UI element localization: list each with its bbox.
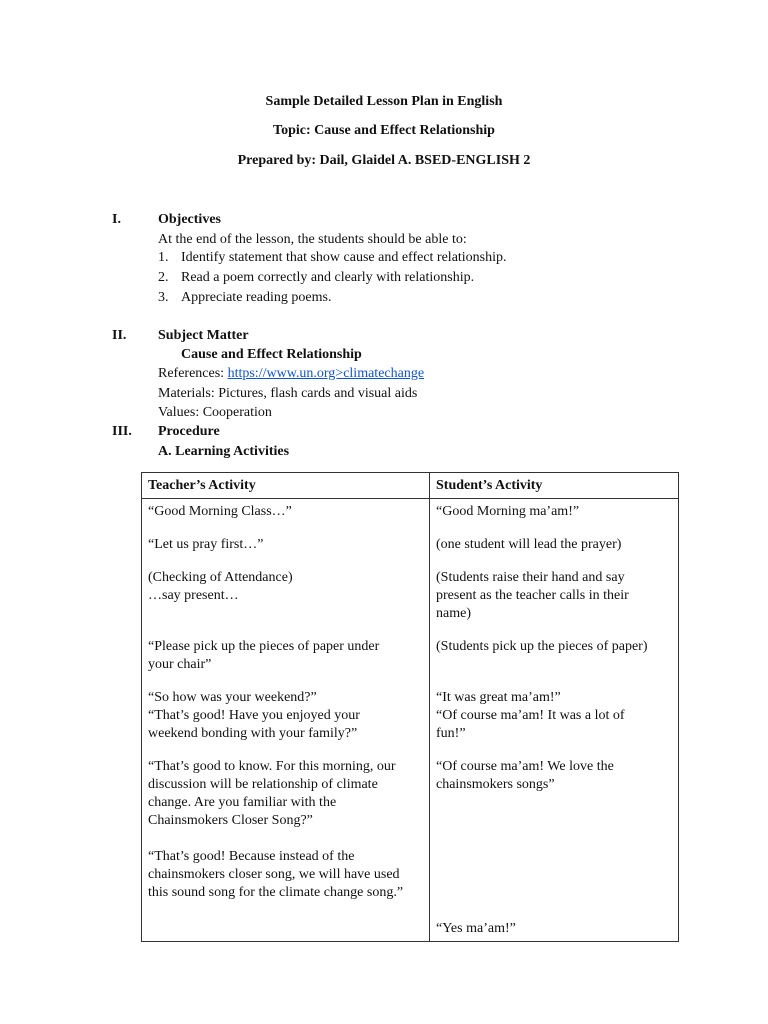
teacher-activity-line: “Let us pray first…” xyxy=(148,537,264,552)
table-row xyxy=(142,523,679,556)
teacher-activity-line: weekend bonding with your family?” xyxy=(148,726,358,741)
references-link[interactable]: https://www.un.org>climatechange xyxy=(227,366,425,381)
teacher-activity-cell xyxy=(142,625,430,676)
table-row xyxy=(142,745,679,942)
student-activity-line: “Yes ma’am!” xyxy=(436,921,516,936)
teacher-activity-line: this sound song for the climate change song.” xyxy=(148,885,404,900)
objective-number: 3. xyxy=(158,290,169,305)
table-row xyxy=(142,499,679,524)
student-activity-line: name) xyxy=(436,606,471,621)
activities-table xyxy=(141,472,679,942)
student-activity-line xyxy=(436,884,672,902)
teacher-activity-line: …say present… xyxy=(148,588,239,603)
teacher-activity-header: Teacher’s Activity xyxy=(142,473,430,499)
teacher-activity-line: “So how was your weekend?” xyxy=(148,690,317,705)
objective-number: 1. xyxy=(158,250,169,265)
table-header-row xyxy=(142,473,679,499)
student-activity-line xyxy=(436,812,672,830)
teacher-activity-line xyxy=(148,830,423,848)
student-activity-header: Student’s Activity xyxy=(430,473,679,499)
student-activity-line: “Good Morning ma’am!” xyxy=(436,504,580,519)
teacher-activity-line: “Please pick up the pieces of paper under xyxy=(148,639,380,654)
student-activity-line xyxy=(436,830,672,848)
student-activity-line: “Of course ma’am! We love the xyxy=(436,759,614,774)
student-activity-line: chainsmokers songs” xyxy=(436,777,555,792)
section-number-objectives: I. xyxy=(112,212,121,227)
teacher-activity-cell xyxy=(142,523,430,556)
materials-line: Materials: Pictures, flash cards and visual aids xyxy=(158,386,418,401)
teacher-activity-cell xyxy=(142,499,430,524)
prepared-by-line: Prepared by: Dail, Glaidel A. BSED-ENGLISH 2 xyxy=(237,153,531,168)
table-row xyxy=(142,676,679,745)
teacher-activity-line: “Good Morning Class…” xyxy=(148,504,292,519)
objective-item: Identify statement that show cause and effect relationship. xyxy=(181,250,507,265)
teacher-activity-cell xyxy=(142,745,430,942)
teacher-activity-line: your chair” xyxy=(148,657,212,672)
references-line xyxy=(158,366,424,382)
student-activity-line xyxy=(436,794,672,812)
teacher-activity-line: “That’s good to know. For this morning, our xyxy=(148,759,396,774)
student-activity-cell xyxy=(430,625,679,676)
student-activity-cell xyxy=(430,676,679,745)
section-heading-objectives: Objectives xyxy=(158,212,221,227)
student-activity-line: “It was great ma’am!” xyxy=(436,690,561,705)
student-activity-line xyxy=(436,848,672,866)
objective-item: Read a poem correctly and clearly with relationship. xyxy=(181,270,475,285)
objectives-intro: At the end of the lesson, the students should be able to: xyxy=(158,232,467,247)
objective-number: 2. xyxy=(158,270,169,285)
teacher-activity-line: (Checking of Attendance) xyxy=(148,570,293,585)
document-title: Sample Detailed Lesson Plan in English xyxy=(265,94,503,109)
subject-matter-title: Cause and Effect Relationship xyxy=(181,347,362,362)
student-activity-cell xyxy=(430,499,679,524)
section-heading-subject-matter: Subject Matter xyxy=(158,328,249,343)
student-activity-line: fun!” xyxy=(436,726,466,741)
section-number-procedure: III. xyxy=(112,424,132,439)
table-row xyxy=(142,556,679,625)
section-number-subject-matter: II. xyxy=(112,328,127,343)
references-label: References: xyxy=(158,366,228,381)
values-line: Values: Cooperation xyxy=(158,405,272,420)
teacher-activity-line: “That’s good! Because instead of the xyxy=(148,849,355,864)
student-activity-cell xyxy=(430,523,679,556)
student-activity-cell xyxy=(430,556,679,625)
table-body xyxy=(142,499,679,942)
teacher-activity-cell xyxy=(142,676,430,745)
student-activity-line xyxy=(436,902,672,920)
teacher-activity-cell xyxy=(142,556,430,625)
student-activity-line: (Students raise their hand and say xyxy=(436,570,625,585)
learning-activities-heading: A. Learning Activities xyxy=(158,444,290,459)
student-activity-line: present as the teacher calls in their xyxy=(436,588,629,603)
student-activity-line: (Students pick up the pieces of paper) xyxy=(436,639,648,654)
teacher-activity-line: chainsmokers closer song, we will have used xyxy=(148,867,400,882)
topic-line: Topic: Cause and Effect Relationship xyxy=(273,123,495,138)
student-activity-line: (one student will lead the prayer) xyxy=(436,537,622,552)
teacher-activity-line: “That’s good! Have you enjoyed your xyxy=(148,708,360,723)
objective-item: Appreciate reading poems. xyxy=(181,290,332,305)
student-activity-line: “Of course ma’am! It was a lot of xyxy=(436,708,625,723)
teacher-activity-line: Chainsmokers Closer Song?” xyxy=(148,813,313,828)
table-row xyxy=(142,625,679,676)
section-heading-procedure: Procedure xyxy=(158,424,220,439)
teacher-activity-line: change. Are you familiar with the xyxy=(148,795,337,810)
student-activity-line xyxy=(436,866,672,884)
student-activity-cell xyxy=(430,745,679,942)
teacher-activity-line: discussion will be relationship of climate xyxy=(148,777,378,792)
